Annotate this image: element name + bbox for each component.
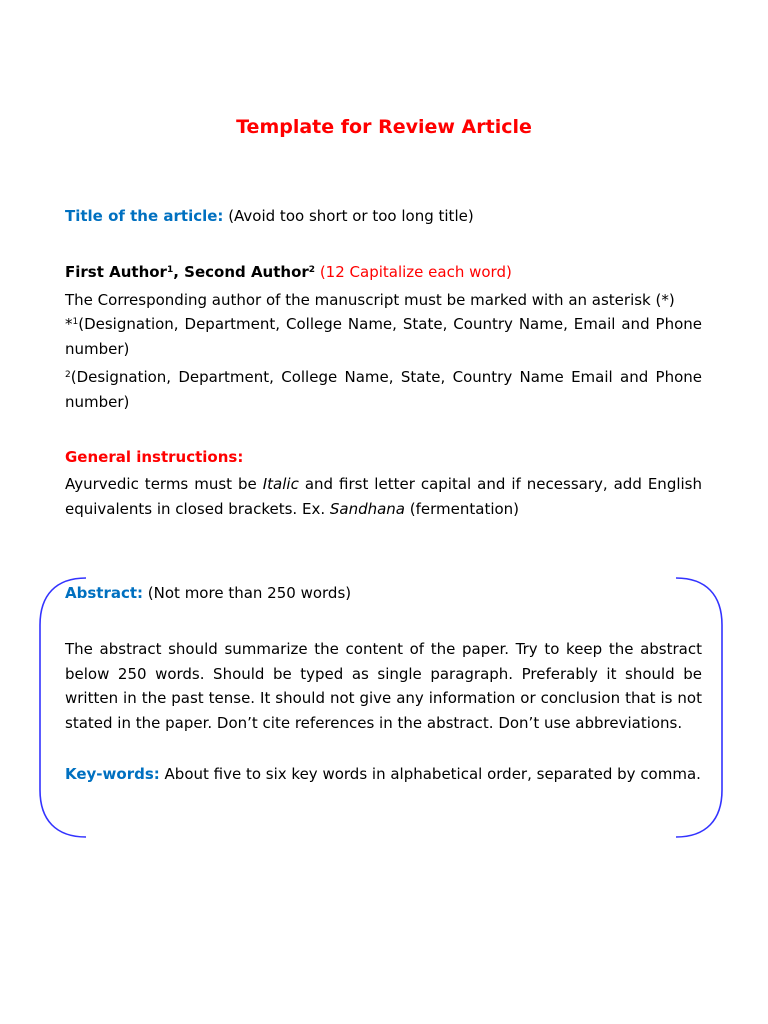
- document-title: Template for Review Article: [236, 116, 532, 138]
- italic-example-1: Italic: [262, 475, 299, 493]
- keywords-label: Key-words:: [65, 765, 160, 783]
- keywords-line: [65, 762, 702, 787]
- affiliation-2: $^2$(Designation, Department, College Name, State, Country Name Email and Phone number): [65, 368, 702, 411]
- second-author-sup: 2: [308, 265, 316, 275]
- affiliation-1: *$^1$(Designation, Department, College Name, State, Country Name, Email and Phone number): [65, 315, 702, 358]
- general-instructions-text: Ayurvedic terms must be Italic and first letter capital and if necessary, add English equivalents in closed brackets. Ex. Sandhana (fermentation): [65, 475, 702, 518]
- keywords-text: About five to six key words in alphabetical order, separated by comma.: [159, 765, 701, 783]
- first-author: First Author: [65, 263, 167, 281]
- article-title-note: (Avoid too short or too long title): [223, 207, 474, 225]
- first-author-sup: 1: [166, 265, 174, 275]
- abstract-line: [65, 581, 702, 606]
- abstract-body: The abstract should summarize the content of the paper. Try to keep the abstract below 250 words. Should be typed as single paragraph. Preferably it should be written in the past tense. It should not give any information or conclusion that is not stated in the paper. Don’t cite references in the abstract. Don’t use abbreviations.: [65, 640, 702, 732]
- italic-example-2: Sandhana: [329, 499, 405, 518]
- corresponding-note: The Corresponding author of the manuscript must be marked with an asterisk (*): [65, 291, 675, 309]
- article-title-label: Title of the article:: [65, 207, 224, 225]
- abstract-label: Abstract:: [65, 584, 144, 602]
- abstract-note: (Not more than 250 words): [143, 584, 352, 602]
- general-instructions-heading: General instructions:: [65, 448, 244, 466]
- second-author: , Second Author: [173, 263, 309, 281]
- authors-note: (12 Capitalize each word): [315, 263, 512, 281]
